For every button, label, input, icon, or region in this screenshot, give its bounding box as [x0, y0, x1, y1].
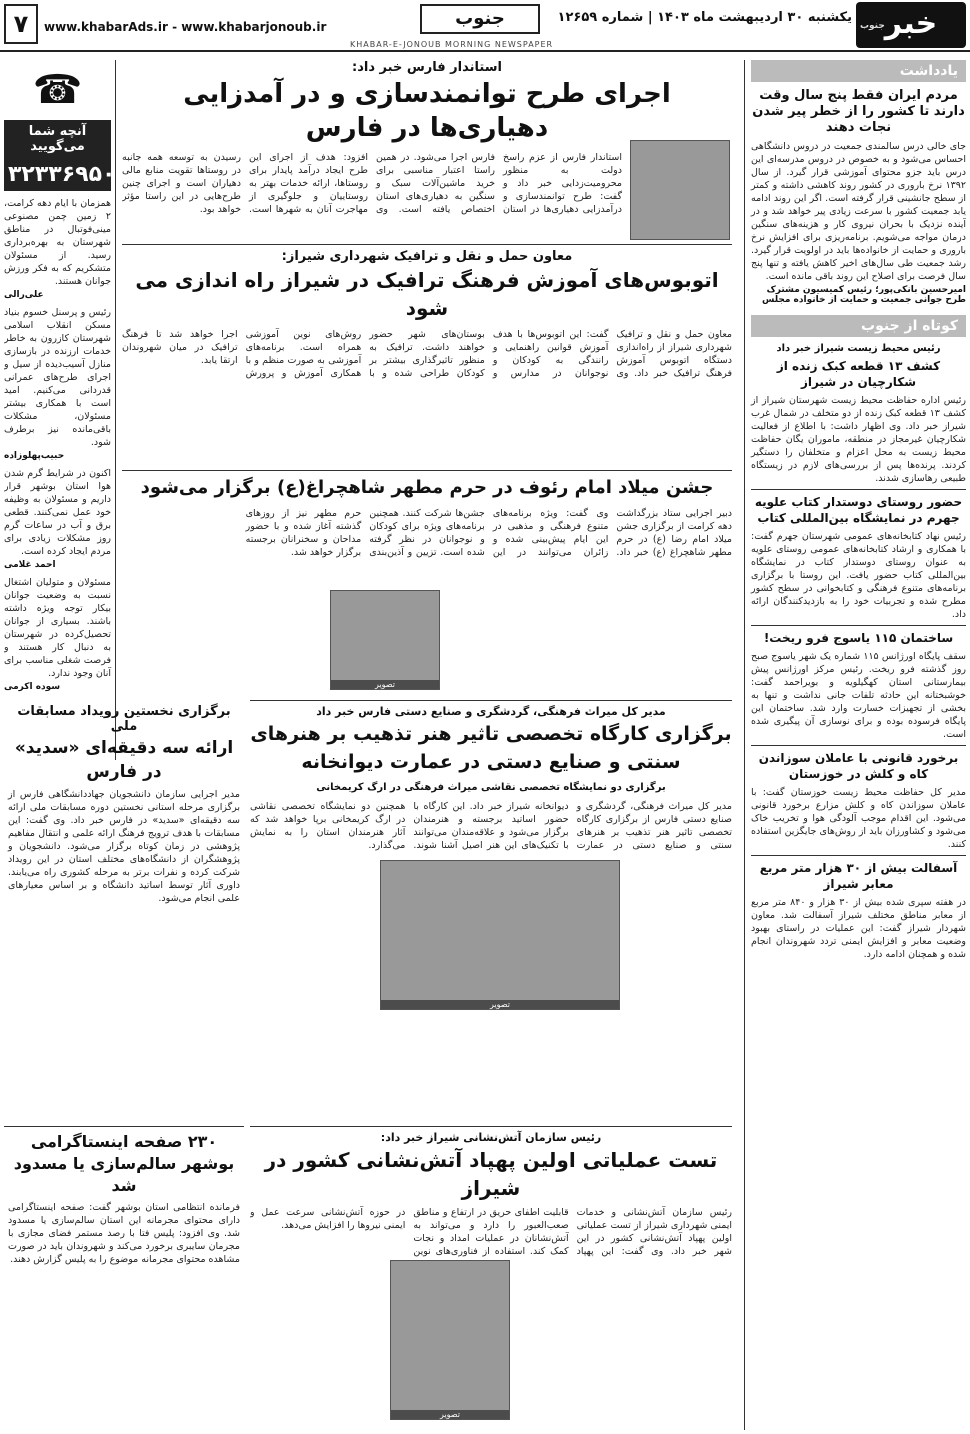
reader-message-3: اکنون در شرایط گرم شدن هوا استان بوشهر قرار داریم و مسئولان به وظیفه خود عمل نمی‌کنند. قطعی برق و آب در ساعات گرم روز مشکلات زیادی برای مردم ایجاد کرده است.: [4, 468, 111, 557]
notes-headline: مردم ایران فقط پنج سال وقت دارند تا کشور را از خطر پیر شدن نجات دهند: [752, 88, 965, 135]
fire-kicker: رئیس سازمان آتش‌نشانی شیراز خبر داد:: [380, 1131, 602, 1144]
reader-message-1: همزمان با ایام دهه کرامت، ۲ زمین چمن مصنوعی مینی‌فوتبال در مناطق شهرستان به بهره‌برداری رسید. از مسئولان متشکریم که به فکر ورزش جوانان هستند.: [4, 198, 111, 287]
fire-photo: تصویر: [390, 1260, 510, 1420]
newspaper-logo: [856, 2, 966, 48]
notes-box-title: یادداشت: [751, 60, 966, 82]
bushehr-body: فرمانده انتظامی استان بوشهر گفت: صفحه اینستاگرامی دارای محتوای مجرمانه این استان سالم‌سازی یا مسدود شد. وی افزود: پلیس فتا با رصد مستمر فضای مجازی با مجرمان سایبری برخورد می‌کند و شهروندان باید در صورت مشاهده محتوای مجرمانه موضوع را به پلیس گزارش دهند.: [8, 1202, 240, 1265]
reader-signature-2: حبیب‌پهلوزاده: [4, 451, 65, 461]
reader-message-2: رئیس و پرسنل خسوم بنیاد مسکن انقلاب اسلامی شهرستان کازرون به خاطر خدمات ارزنده در بازسازی منازل آسیب‌دیده از سیل و اجرای طرح‌های عمرانی قدردانی می‌کنیم. امید است با همکاری بیشتر مسئولان، مشکلات باقی‌مانده نیز برطرف شود.: [4, 307, 111, 448]
notes-author: امیرحسین بانکی‌پور؛ رئیس کمیسیون مشترک طرح جوانی جمعیت و حمایت از خانواده مجلس: [761, 285, 966, 305]
telephone-icon: ☎: [32, 67, 83, 113]
tazhib-body: مدیر کل میراث فرهنگی، گردشگری و صنایع دستی فارس از برگزاری کارگاه تخصصی تاثیر هنر تذهیب بر هنرهای سنتی و صنایع دستی در عمارت دیوانخانه شیراز خبر داد. این کارگاه با حضور اساتید برجسته و هنرمندان برگزار می‌شود و علاقه‌مندان می‌توانند با تکنیک‌های این هنر اصیل آشنا شوند. همچنین دو نمایشگاه تخصصی نقاشی در ارگ کریمخانی برپا خواهد شد که آثار هنرمندان استان را به نمایش می‌گذارد.: [250, 801, 732, 851]
sadid-headline: ارائه سه دقیقه‌ای «سدید» در فارس: [14, 738, 234, 782]
short1-kicker: رئیس محیط زیست شیراز خبر داد: [776, 343, 941, 354]
governor-photo: [630, 140, 730, 240]
right-column: [744, 60, 966, 1430]
reader-signature-3: احمد غلامی: [4, 560, 56, 570]
short1-headline: کشف ۱۳ قطعه کبک زنده از شکارچیان در شیراز: [776, 359, 941, 389]
readers-corner-label: آنچه شما می‌گویید: [4, 120, 111, 158]
divider: [751, 489, 966, 490]
short5-body: در هفته سپری شده بیش از ۳۰ هزار و ۸۴۰ متر مربع از معابر مناطق مختلف شیراز آسفالت شد. معاون شهردار شیراز گفت: این عملیات در راستای بهبود وضعیت معابر و افزایش ایمنی تردد شهروندان انجام شده و همچنان ادامه دارد.: [751, 897, 966, 960]
sadid-body: مدیر اجرایی سازمان دانشجویان جهاددانشگاهی فارس از برگزاری مرحله استانی نخستین دوره مسابقات ملی ارائه سه دقیقه‌ای «سدید» در فارس خبر داد. وی گفت: این مسابقات با هدف ترویج فرهنگ ارائه علمی و انتقال مفاهیم پژوهشی در زمان کوتاه برگزار می‌شود. دانشجویان و پژوهشگران از دانشگاه‌های مختلف استان در این رویداد شرکت کرده و نفرات برتر به مرحله کشوری راه می‌یابند. داوری آثار توسط اساتید دانشگاه و بر اساس معیارهای علمی انجام می‌شود.: [8, 789, 240, 904]
logo-text: خبر: [884, 6, 938, 41]
sadid-story: [4, 700, 244, 1120]
reader-message-4: مسئولان و متولیان اشتغال نسبت به وضعیت جوانان بیکار توجه ویژه داشته باشند. بسیاری از جوانان تحصیل‌کرده در شهرستان به دنبال کار هستند و فرصت شغلی مناسب برای آنان وجود ندارد.: [4, 577, 111, 679]
shahcheragh-headline: جشن میلاد امام رئوف در حرم مطهر شاهچراغ(ع) برگزار می‌شود: [140, 477, 714, 498]
divider: [751, 745, 966, 746]
short-news-box-title: کوتاه از جنوب: [751, 315, 966, 337]
short2-headline: حضور روستای دوستدار کتاب علویه جهرم در نمایشگاه بین‌المللی کتاب: [754, 495, 963, 525]
bushehr-headline: ۲۳۰ صفحه اینستاگرامی بوشهر سالم‌سازی یا مسدود شد: [13, 1132, 235, 1195]
bus-story-headline: اتوبوس‌های آموزش فرهنگ ترافیک در شیراز راه اندازی می شود: [135, 268, 719, 320]
short3-headline: ساختمان ۱۱۵ یاسوج فرو ریخت!: [763, 631, 954, 645]
short5-headline: آسفالت بیش از ۳۰ هزار متر مربع معابر شیراز: [759, 861, 958, 891]
section-name: جنوب: [420, 4, 540, 34]
page-number: ۷: [4, 4, 38, 44]
logo-subtitle: جنوب: [860, 21, 885, 31]
bus-story-body: معاون حمل و نقل و ترافیک شهرداری شیراز از راه‌اندازی دستگاه اتوبوس آموزش فرهنگ ترافیک خبر داد. وی گفت: این اتوبوس‌ها با هدف آموزش قوانین راهنمایی و رانندگی به کودکان و نوجوانان در مدارس و بوستان‌های شهر حضور خواهند داشت. ترافیک به منظور تاثیرگذاری بیشتر بر کودکان طراحی شده و با روش‌های نوین آموزشی همراه است. برنامه‌های آموزشی به صورت منظم و با همکاری آموزش و پرورش اجرا خواهد شد تا فرهنگ ترافیک در میان شهروندان ارتقا یابد.: [122, 329, 732, 379]
masthead-subtitle: KHABAR-E-JONOUB MORNING NEWSPAPER: [350, 40, 554, 49]
sadid-kicker: برگزاری نخستین رویداد مسابقات ملی: [17, 704, 231, 734]
shahcheragh-body: دبیر اجرایی ستاد بزرگداشت دهه کرامت از برگزاری جشن میلاد امام رضا (ع) در حرم مطهر شاهچراغ (ع) خبر داد. وی گفت: ویژه برنامه‌های متنوع فرهنگی و مذهبی در این ایام پیش‌بینی شده و زائران می‌توانند در این جشن‌ها شرکت کنند. همچنین برنامه‌های ویژه برای کودکان و نوجوانان در نظر گرفته شده است. تزیین و آذین‌بندی حرم مطهر نیز از روزهای گذشته آغاز شده و با حضور مداحان و سخنرانان برجسته برگزار خواهد شد.: [245, 508, 732, 558]
shahcheragh-photo: تصویر: [330, 590, 440, 690]
bushehr-story: [4, 1126, 244, 1426]
short3-body: سقف پایگاه اورژانس ۱۱۵ شماره یک شهر یاسوج صبح روز گذشته فرو ریخت. رئیس مرکز اورژانس پیش بیمارستانی استان کهگیلویه و بویراحمد گفت: خوشبختانه این حادثه تلفات جانی نداشت و تنها به بخشی از تجهیزات خسارت وارد شد. ساختمان این پایگاه فرسوده بوده و برای نوسازی آن پیگیری شده است.: [751, 651, 966, 740]
divider: [751, 625, 966, 626]
notes-body: جای خالی درس سالمندی جمعیت در دروس دانشگاهی احساس می‌شود و به خصوص در دروس مدرسه‌ای این درس باید جزو محتوای آموزشی قرار گیرد. از سال ۱۳۹۲ نرخ باروری در کشور روند کاهشی داشته و کمتر از سطح جانشینی قرار گرفته است. اگر این روند ادامه یابد جمعیت کشور با سرعت زیادی پیر خواهد شد و در آینده نزدیک با بحران نیروی کار و هزینه‌های سنگین درمان مواجه می‌شویم. برنامه‌ریزی برای افزایش نرخ باروری و حمایت از خانواده‌ها باید در اولویت قرار گیرد. رشد جمعیت طی سال‌های اخیر کاهش یافته و تنها پنج سال فرصت برای اصلاح این روند باقی مانده است.: [751, 141, 966, 282]
tazhib-subhead: برگزاری دو نمایشگاه تخصصی نقاشی میراث فرهنگی در ارگ کریمخانی: [316, 782, 666, 793]
short4-headline: برخورد قانونی با عاملان سوزاندن کاه و کلش در خوزستان: [758, 751, 959, 781]
tazhib-kicker: مدیر کل میراث فرهنگی، گردشگری و صنایع دستی فارس خبر داد: [316, 705, 666, 718]
reader-signature-1: علی‌رالی: [4, 290, 44, 300]
left-column: [4, 60, 116, 760]
bus-story-kicker: معاون حمل و نقل و ترافیک شهرداری شیراز:: [281, 249, 573, 264]
masthead: [0, 0, 970, 52]
tazhib-headline: برگزاری کارگاه تخصصی تاثیر هنر تذهیب بر هنرهای سنتی و صنایع دستی در عمارت دیوانخانه: [250, 723, 732, 773]
tazhib-photo: تصویر: [380, 860, 620, 1010]
reader-signature-4: سوده اکرمی: [4, 682, 61, 692]
website-urls[interactable]: www.khabarAds.ir - www.khabarjonoub.ir: [44, 20, 327, 34]
readers-phone-number[interactable]: ۳۲۳۳۶۹۵۰: [4, 158, 111, 191]
top-story-kicker: استاندار فارس خبر داد:: [352, 60, 502, 75]
short4-body: مدیر کل حفاظت محیط زیست خوزستان گفت: با عاملان سوزاندن کاه و کلش مزارع برخورد قانونی می‌شود. این اقدام موجب آلودگی هوا و تخریب خاک می‌شود و کشاورزان باید از روش‌های جایگزین استفاده کنند.: [751, 787, 966, 850]
bus-story: [122, 244, 732, 469]
short1-body: رئیس اداره حفاظت محیط زیست شهرستان شیراز از کشف ۱۳ قطعه کبک زنده از دو متخلف در شمال غرب شیراز خبر داد. وی اظهار داشت: با اطلاع از فعالیت شکارچیان غیرمجاز در منطقه، ماموران یگان حفاظت محیط زیست به محل اعزام و متخلفان را دستگیر کردند. پرنده‌ها پس از بررسی‌های لازم در زیستگاه طبیعی رهاسازی شدند.: [751, 395, 966, 484]
divider: [751, 855, 966, 856]
fire-body: رئیس سازمان آتش‌نشانی و خدمات ایمنی شهرداری شیراز از تست عملیاتی اولین پهپاد آتش‌نشانی کشور در این شهر خبر داد. وی گفت: این پهپاد قابلیت اطفای حریق در ارتفاع و مناطق صعب‌العبور را دارد و می‌تواند به آتش‌نشانان در عملیات امداد و نجات کمک کند. استفاده از فناوری‌های نوین در حوزه آتش‌نشانی سرعت عمل و ایمنی نیروها را افزایش می‌دهد.: [250, 1207, 732, 1257]
fire-headline: تست عملیاتی اولین پهپاد آتش‌نشانی کشور در شیراز: [264, 1148, 718, 1200]
top-story-headline: اجرای طرح توانمندسازی و در آمدزایی دهیاری‌ها در فارس: [183, 79, 671, 143]
top-story-body: استاندار فارس از عزم راسخ دولت به منظور محرومیت‌زدایی خبر داد و گفت: طرح توانمندسازی و درآمدزایی دهیاری‌ها در استان فارس اجرا می‌شود. در همین راستا اعتبار مناسبی برای خرید ماشین‌آلات سبک و سنگین به دهیاری‌های استان اختصاص یافته است. وی افزود: هدف از اجرای این طرح ایجاد درآمد پایدار برای روستاها، ارائه خدمات بهتر به روستاییان و جلوگیری از مهاجرت آنان به شهرها است. رسیدن به توسعه همه جانبه در روستاها تقویت منابع مالی دهیاران است و اجرای چنین طرح‌هایی در این راستا مؤثر خواهد بود.: [122, 152, 622, 215]
short2-body: رئیس نهاد کتابخانه‌های عمومی شهرستان جهرم گفت: با همکاری و ارشاد کتابخانه‌های عمومی روستای علویه به عنوان روستای دوستدار کتاب در نمایشگاه بین‌المللی کتاب حضور یافت. این روستا با برگزاری برنامه‌های متنوع فرهنگی و کتابخوانی در سطح کشور مطرح شده و تجربیات خود را به بازدیدکنندگان ارائه داد.: [751, 531, 966, 620]
issue-date: یکشنبه ۳۰ اردیبهشت ماه ۱۴۰۳ | شماره ۱۲۶۵۹: [557, 10, 852, 25]
